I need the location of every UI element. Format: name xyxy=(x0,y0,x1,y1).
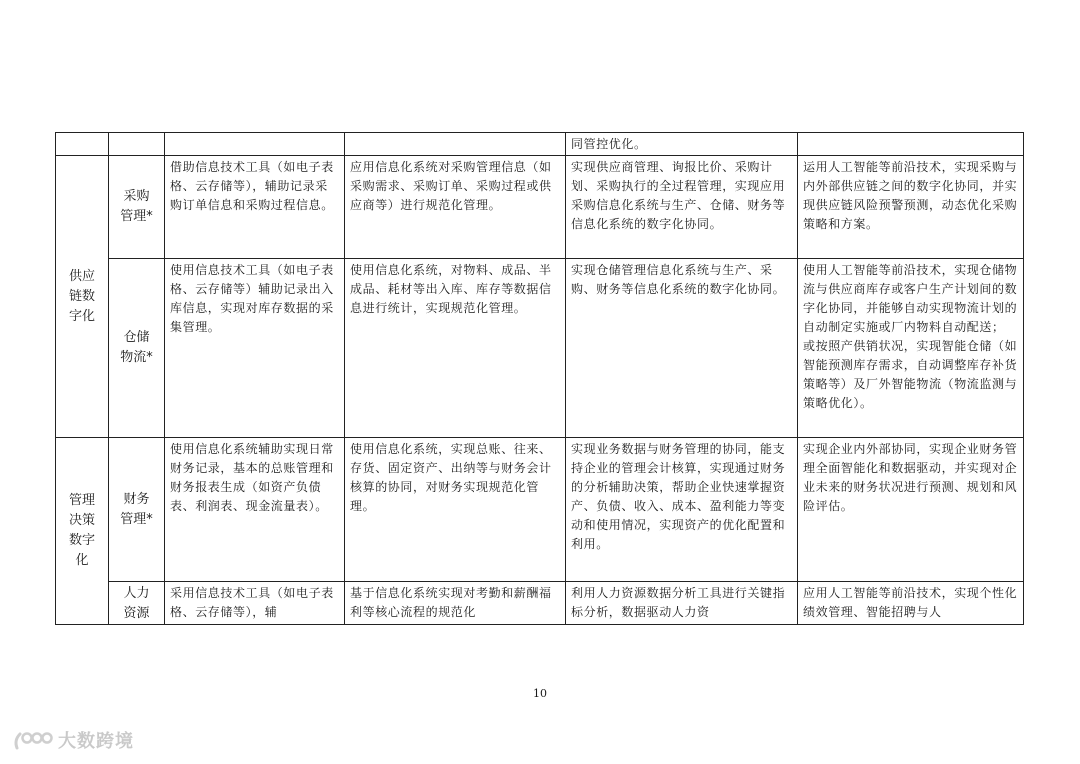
table-cell-level3: 同管控优化。 xyxy=(566,133,798,156)
table-cell-level4: 实现企业内外部协同，实现企业财务管理全面智能化和数据驱动，并实现对企业未来的财务状况进行预测、规划和风险评估。 xyxy=(798,438,1024,582)
table-cell-level2: 基于信息化系统实现对考勤和薪酬福利等核心流程的规范化 xyxy=(345,582,566,625)
item-line: 采购 管理* xyxy=(120,189,153,224)
table-cell-level2: 使用信息化系统，对物料、成品、半成品、耗材等出入库、库存等数据信息进行统计，实现规范化管理。 xyxy=(345,259,566,438)
category-supply-chain xyxy=(56,156,109,438)
table-cell-level3: 实现仓储管理信息化系统与生产、采购、财务等信息化系统的数字化协同。 xyxy=(566,259,798,438)
item-hr xyxy=(109,582,165,625)
category-line: 供应 链数 字化 xyxy=(68,268,95,324)
brand-logo-icon xyxy=(12,728,54,752)
table-cell-level2: 应用信息化系统对采购管理信息（如采购需求、采购订单、采购过程或供应商等）进行规范化管理。 xyxy=(345,156,566,259)
table-cell-level2: 使用信息化系统，实现总账、往来、存货、固定资产、出纳等与财务会计核算的协同，对财务实现规范化管理。 xyxy=(345,438,566,582)
table-cell-level3: 利用人力资源数据分析工具进行关键指标分析，数据驱动人力资 xyxy=(566,582,798,625)
item-line: 人力 资源 xyxy=(123,586,150,621)
table-row-hr xyxy=(56,582,1024,625)
item-line: 财务 管理* xyxy=(120,491,153,527)
table-cell-level1: 使用信息化系统辅助实现日常财务记录，基本的总账管理和财务报表生成（如资产负债表、利润表、现金流量表）。 xyxy=(165,438,345,582)
table-cell-level3: 实现供应商管理、询报比价、采购计划、采购执行的全过程管理，实现应用采购信息化系统与生产、仓储、财务等信息化系统的数字化协同。 xyxy=(566,156,798,259)
maturity-table xyxy=(55,132,1024,625)
table-cell-level1: 借助信息技术工具（如电子表格、云存储等），辅助记录采购订单信息和采购过程信息。 xyxy=(165,156,345,259)
table-row-finance xyxy=(56,438,1024,582)
table-cell xyxy=(109,133,165,156)
watermark xyxy=(12,727,134,753)
table-cell xyxy=(165,133,345,156)
category-management-decision xyxy=(56,438,109,625)
table-cell-level4: 应用人工智能等前沿技术，实现个性化绩效管理、智能招聘与人 xyxy=(798,582,1024,625)
item-procurement xyxy=(109,156,165,259)
table-cell xyxy=(56,133,109,156)
table-cell xyxy=(798,133,1024,156)
table-cell-level4: 使用人工智能等前沿技术，实现仓储物流与供应商库存或客户生产计划间的数字化协同，并能够自动实现物流计划的自动制定实施或厂内物料自动配送； 或按照产供销状况，实现智能仓储（如智能预测库存需求，自动调整库存补货策略等）及厂外智能物流（物流监测与策略优化）。 xyxy=(798,259,1024,438)
category-line: 管理 决策 数字 化 xyxy=(68,493,95,568)
table-cell xyxy=(345,133,566,156)
table-cell-level1: 使用信息技术工具（如电子表格、云存储等）辅助记录出入库信息，实现对库存数据的采集管理。 xyxy=(165,259,345,438)
table-row-continuation xyxy=(56,133,1024,156)
item-warehouse xyxy=(109,259,165,438)
table-cell-level4: 运用人工智能等前沿技术，实现采购与内外部供应链之间的数字化协同，并实现供应链风险预警预测，动态优化采购策略和方案。 xyxy=(798,156,1024,259)
table-cell-level1: 采用信息技术工具（如电子表格、云存储等），辅 xyxy=(165,582,345,625)
watermark-text: 大数跨境 xyxy=(58,731,134,752)
table-row-procurement xyxy=(56,156,1024,259)
table-cell-level3: 实现业务数据与财务管理的协同，能支持企业的管理会计核算，实现通过财务的分析辅助决策，帮助企业快速掌握资产、负债、收入、成本、盈利能力等变动和使用情况，实现资产的优化配置和利用。 xyxy=(566,438,798,582)
page-number: 10 xyxy=(533,687,547,700)
item-line: 仓储 物流* xyxy=(120,330,153,365)
table-row-warehouse xyxy=(56,259,1024,438)
item-finance xyxy=(109,438,165,582)
